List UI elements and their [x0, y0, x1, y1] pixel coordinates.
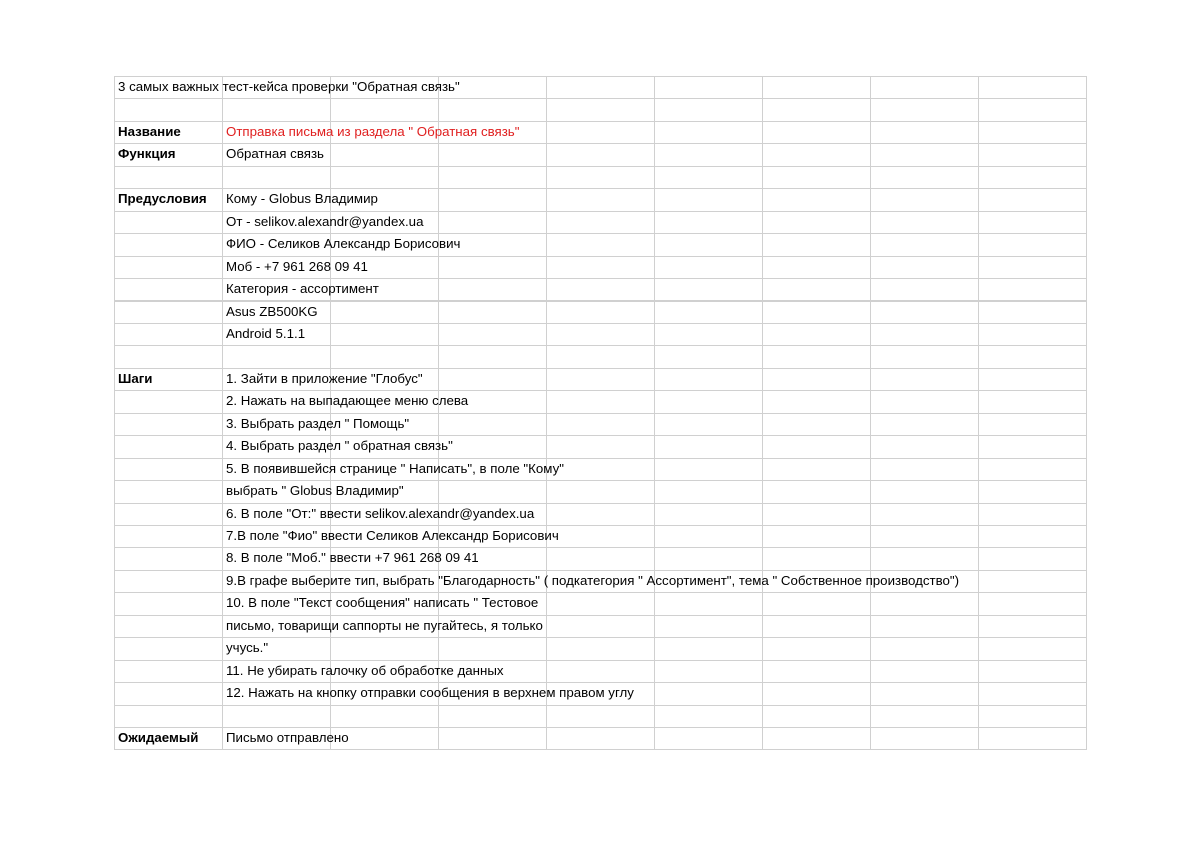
grid-cell[interactable]: [114, 435, 223, 458]
grid-cell[interactable]: [978, 188, 1087, 211]
grid-cell[interactable]: [654, 615, 763, 638]
grid-cell[interactable]: [546, 615, 655, 638]
grid-cell[interactable]: [114, 278, 223, 301]
grid-cell[interactable]: [546, 503, 655, 526]
grid-cell[interactable]: [870, 121, 979, 144]
grid-cell[interactable]: [870, 480, 979, 503]
grid-cell[interactable]: [438, 188, 547, 211]
grid-cell[interactable]: [654, 121, 763, 144]
grid-cell[interactable]: [330, 98, 439, 121]
grid-cell[interactable]: [438, 278, 547, 301]
grid-cell[interactable]: [546, 76, 655, 99]
grid-cell[interactable]: [654, 435, 763, 458]
grid-cell[interactable]: [870, 143, 979, 166]
grid-cell[interactable]: [654, 637, 763, 660]
grid-cell[interactable]: [654, 727, 763, 750]
grid-cell[interactable]: [222, 705, 331, 728]
grid-cell[interactable]: [762, 727, 871, 750]
grid-cell[interactable]: [114, 301, 223, 324]
grid-cell[interactable]: [546, 660, 655, 683]
grid-cell[interactable]: [546, 592, 655, 615]
grid-cell[interactable]: [870, 390, 979, 413]
grid-cell[interactable]: [546, 480, 655, 503]
grid-cell[interactable]: [654, 525, 763, 548]
grid-cell[interactable]: [978, 592, 1087, 615]
row-value: 7.В поле "Фио" ввести Селиков Александр Борисович: [226, 528, 559, 543]
grid-cell[interactable]: [870, 547, 979, 570]
grid-cell[interactable]: [330, 705, 439, 728]
row-value: Категория - ассортимент: [226, 281, 379, 297]
grid-cell[interactable]: [978, 547, 1087, 570]
grid-cell[interactable]: [654, 592, 763, 615]
grid-cell[interactable]: [870, 256, 979, 279]
grid-cell[interactable]: [654, 660, 763, 683]
grid-cell[interactable]: [978, 256, 1087, 279]
row-value: Asus ZB500KG: [226, 303, 318, 319]
row-value: Моб - +7 961 268 09 41: [226, 258, 368, 274]
grid-cell[interactable]: [870, 637, 979, 660]
row-value: Письмо отправлено: [226, 730, 349, 746]
grid-cell[interactable]: [438, 345, 547, 368]
grid-cell[interactable]: [762, 615, 871, 638]
row-value: 11. Не убирать галочку об обработке данных: [226, 662, 504, 678]
row-value: 4. Выбрать раздел " обратная связь": [226, 438, 453, 454]
row-value: 2. Нажать на выпадающее меню слева: [226, 393, 469, 409]
grid-cell[interactable]: [114, 458, 223, 481]
grid-cell[interactable]: [114, 547, 223, 570]
grid-cell[interactable]: [870, 615, 979, 638]
row-value: От - selikov.alexandr@yandex.ua: [226, 213, 424, 229]
grid-cell[interactable]: [870, 188, 979, 211]
grid-cell[interactable]: [762, 233, 871, 256]
grid-cell[interactable]: [654, 368, 763, 391]
grid-cell[interactable]: [330, 345, 439, 368]
grid-cell[interactable]: [654, 143, 763, 166]
grid-cell[interactable]: [978, 413, 1087, 436]
row-value: Кому - Globus Владимир: [226, 191, 378, 207]
grid-cell[interactable]: [762, 166, 871, 189]
grid-cell[interactable]: [546, 435, 655, 458]
row-label: Название: [118, 123, 181, 139]
grid-cell[interactable]: [438, 301, 547, 324]
grid-cell[interactable]: [546, 323, 655, 346]
row-value: 3. Выбрать раздел " Помощь": [226, 415, 410, 431]
row-value: 5. В появившейся странице " Написать", в поле "Кому": [226, 460, 564, 476]
grid-cell[interactable]: [438, 256, 547, 279]
grid-cell[interactable]: [978, 278, 1087, 301]
grid-cell[interactable]: [762, 705, 871, 728]
grid-cell[interactable]: [546, 188, 655, 211]
grid-cell[interactable]: [870, 323, 979, 346]
grid-cell[interactable]: [870, 301, 979, 324]
grid-cell[interactable]: [438, 727, 547, 750]
row-value: выбрать " Globus Владимир": [226, 483, 404, 499]
grid-cell[interactable]: [546, 413, 655, 436]
grid-cell[interactable]: [762, 660, 871, 683]
grid-cell[interactable]: [114, 233, 223, 256]
grid-cell[interactable]: [114, 413, 223, 436]
row-label: Функция: [118, 146, 176, 162]
row-value: Android 5.1.1: [226, 325, 306, 341]
grid-cell[interactable]: [978, 143, 1087, 166]
grid-cell[interactable]: [438, 413, 547, 436]
grid-cell[interactable]: [762, 503, 871, 526]
grid-cell[interactable]: [114, 98, 223, 121]
grid-cell[interactable]: [762, 525, 871, 548]
grid-cell[interactable]: [870, 660, 979, 683]
grid-cell[interactable]: [114, 323, 223, 346]
grid-cell[interactable]: [978, 727, 1087, 750]
grid-cell[interactable]: [762, 458, 871, 481]
grid-cell[interactable]: [762, 76, 871, 99]
grid-cell[interactable]: [978, 503, 1087, 526]
grid-cell[interactable]: [762, 435, 871, 458]
grid-cell[interactable]: [870, 458, 979, 481]
grid-cell[interactable]: [762, 98, 871, 121]
grid-cell[interactable]: [546, 121, 655, 144]
grid-cell[interactable]: [330, 637, 439, 660]
grid-cell[interactable]: [870, 98, 979, 121]
grid-cell[interactable]: [978, 76, 1087, 99]
grid-cell[interactable]: [330, 301, 439, 324]
grid-cell[interactable]: [654, 458, 763, 481]
row-value: 9.В графе выберите тип, выбрать "Благодарность" ( подкатегория " Ассортимент", тема " Собственное производство"): [226, 572, 960, 588]
row-value: письмо, товарищи саппорты не пугайтесь, я только: [226, 617, 543, 633]
grid-cell[interactable]: [114, 637, 223, 660]
row-value: 12. Нажать на кнопку отправки сообщения в верхнем правом углу: [226, 685, 634, 701]
grid-cell[interactable]: [546, 98, 655, 121]
grid-cell[interactable]: [978, 458, 1087, 481]
grid-cell[interactable]: [330, 323, 439, 346]
grid-cell[interactable]: [114, 570, 223, 593]
grid-cell[interactable]: [762, 188, 871, 211]
grid-cell[interactable]: [870, 166, 979, 189]
grid-cell[interactable]: [762, 390, 871, 413]
grid-cell[interactable]: [762, 345, 871, 368]
grid-cell[interactable]: [762, 323, 871, 346]
grid-cell[interactable]: [870, 727, 979, 750]
grid-cell[interactable]: [870, 211, 979, 234]
grid-cell[interactable]: [870, 592, 979, 615]
grid-cell[interactable]: [762, 682, 871, 705]
grid-cell[interactable]: [978, 615, 1087, 638]
grid-cell[interactable]: [762, 301, 871, 324]
grid-cell[interactable]: [546, 727, 655, 750]
grid-cell[interactable]: [870, 503, 979, 526]
grid-cell[interactable]: [222, 166, 331, 189]
grid-cell[interactable]: [438, 98, 547, 121]
grid-cell[interactable]: [438, 323, 547, 346]
spreadsheet-grid: [114, 76, 1086, 750]
grid-cell[interactable]: [654, 76, 763, 99]
grid-cell[interactable]: [654, 98, 763, 121]
grid-cell[interactable]: [870, 682, 979, 705]
grid-cell[interactable]: [978, 435, 1087, 458]
grid-cell[interactable]: [978, 301, 1087, 324]
grid-cell[interactable]: [654, 211, 763, 234]
grid-cell[interactable]: [978, 480, 1087, 503]
grid-cell[interactable]: [438, 166, 547, 189]
grid-cell[interactable]: [114, 480, 223, 503]
row-value: 6. В поле "От:" ввести selikov.alexandr@yandex.ua: [226, 505, 535, 521]
grid-cell[interactable]: [114, 525, 223, 548]
row-value: 10. В поле "Текст сообщения" написать " Тестовое: [226, 595, 539, 611]
grid-cell[interactable]: [546, 637, 655, 660]
grid-cell[interactable]: [546, 233, 655, 256]
row-value: Отправка письма из раздела " Обратная связь": [226, 123, 520, 139]
grid-cell[interactable]: [438, 143, 547, 166]
grid-cell[interactable]: [114, 592, 223, 615]
grid-cell[interactable]: [222, 345, 331, 368]
grid-cell[interactable]: [762, 143, 871, 166]
grid-cell[interactable]: [438, 705, 547, 728]
grid-cell[interactable]: [654, 547, 763, 570]
grid-cell[interactable]: [870, 233, 979, 256]
grid-cell[interactable]: [654, 413, 763, 436]
grid-cell[interactable]: [546, 547, 655, 570]
grid-cell[interactable]: [978, 525, 1087, 548]
row-value: 1. Зайти в приложение "Глобус": [226, 370, 423, 386]
grid-cell[interactable]: [870, 705, 979, 728]
grid-cell[interactable]: [870, 345, 979, 368]
grid-cell[interactable]: [546, 390, 655, 413]
grid-cell[interactable]: [438, 435, 547, 458]
grid-cell[interactable]: [762, 480, 871, 503]
grid-cell[interactable]: [978, 705, 1087, 728]
grid-cell[interactable]: [870, 435, 979, 458]
grid-cell[interactable]: [114, 682, 223, 705]
grid-cell[interactable]: [114, 345, 223, 368]
grid-cell[interactable]: [978, 660, 1087, 683]
grid-cell[interactable]: [978, 98, 1087, 121]
grid-cell[interactable]: [114, 166, 223, 189]
grid-cell[interactable]: [654, 390, 763, 413]
grid-cell[interactable]: [654, 233, 763, 256]
grid-cell[interactable]: [114, 503, 223, 526]
grid-cell[interactable]: [438, 480, 547, 503]
grid-cell[interactable]: [870, 413, 979, 436]
grid-cell[interactable]: [762, 121, 871, 144]
row-label: Предусловия: [118, 191, 207, 207]
grid-cell[interactable]: [546, 525, 655, 548]
grid-cell[interactable]: [978, 570, 1087, 593]
grid-cell[interactable]: [114, 615, 223, 638]
grid-cell[interactable]: [762, 637, 871, 660]
grid-cell[interactable]: [546, 143, 655, 166]
grid-cell[interactable]: [762, 592, 871, 615]
row-value: 8. В поле "Моб." ввести +7 961 268 09 41: [226, 550, 479, 566]
grid-cell[interactable]: [114, 256, 223, 279]
row-label: Ожидаемый: [118, 730, 199, 746]
grid-cell[interactable]: [870, 76, 979, 99]
grid-cell[interactable]: [762, 547, 871, 570]
grid-cell[interactable]: [654, 166, 763, 189]
grid-cell[interactable]: [222, 98, 331, 121]
grid-cell[interactable]: [654, 503, 763, 526]
grid-cell[interactable]: [654, 323, 763, 346]
grid-cell[interactable]: [870, 278, 979, 301]
grid-cell[interactable]: [114, 705, 223, 728]
grid-cell[interactable]: [978, 166, 1087, 189]
grid-cell[interactable]: [978, 121, 1087, 144]
grid-cell[interactable]: [762, 278, 871, 301]
grid-cell[interactable]: [978, 368, 1087, 391]
grid-cell[interactable]: [114, 390, 223, 413]
grid-cell[interactable]: [978, 682, 1087, 705]
grid-cell[interactable]: [546, 211, 655, 234]
grid-cell[interactable]: [438, 211, 547, 234]
grid-cell[interactable]: [546, 278, 655, 301]
grid-cell[interactable]: [654, 256, 763, 279]
grid-cell[interactable]: [762, 413, 871, 436]
row-value: ФИО - Селиков Александр Борисович: [226, 236, 461, 252]
grid-cell[interactable]: [330, 166, 439, 189]
grid-cell[interactable]: [654, 301, 763, 324]
grid-cell[interactable]: [762, 256, 871, 279]
grid-cell[interactable]: [114, 660, 223, 683]
grid-cell[interactable]: [978, 211, 1087, 234]
grid-cell[interactable]: [978, 390, 1087, 413]
grid-cell[interactable]: [870, 368, 979, 391]
grid-cell[interactable]: [654, 345, 763, 368]
grid-cell[interactable]: [438, 368, 547, 391]
grid-cell[interactable]: [546, 301, 655, 324]
grid-cell[interactable]: [762, 368, 871, 391]
grid-cell[interactable]: [330, 143, 439, 166]
grid-cell[interactable]: [654, 480, 763, 503]
grid-cell[interactable]: [654, 682, 763, 705]
grid-cell[interactable]: [978, 345, 1087, 368]
grid-cell[interactable]: [654, 278, 763, 301]
grid-cell[interactable]: [978, 323, 1087, 346]
grid-cell[interactable]: [870, 525, 979, 548]
row-label: Шаги: [118, 370, 153, 386]
grid-cell[interactable]: [978, 233, 1087, 256]
grid-cell[interactable]: [546, 256, 655, 279]
grid-cell[interactable]: [546, 368, 655, 391]
grid-cell[interactable]: [438, 637, 547, 660]
grid-cell[interactable]: [654, 188, 763, 211]
grid-cell[interactable]: [546, 166, 655, 189]
row-value: Обратная связь: [226, 146, 324, 162]
grid-cell[interactable]: [762, 211, 871, 234]
row-value: учусь.": [226, 640, 269, 656]
grid-cell[interactable]: [978, 637, 1087, 660]
sheet-heading: 3 самых важных тест-кейса проверки "Обратная связь": [118, 79, 460, 94]
grid-cell[interactable]: [654, 705, 763, 728]
grid-cell[interactable]: [114, 211, 223, 234]
grid-cell[interactable]: [546, 705, 655, 728]
grid-cell[interactable]: [546, 345, 655, 368]
